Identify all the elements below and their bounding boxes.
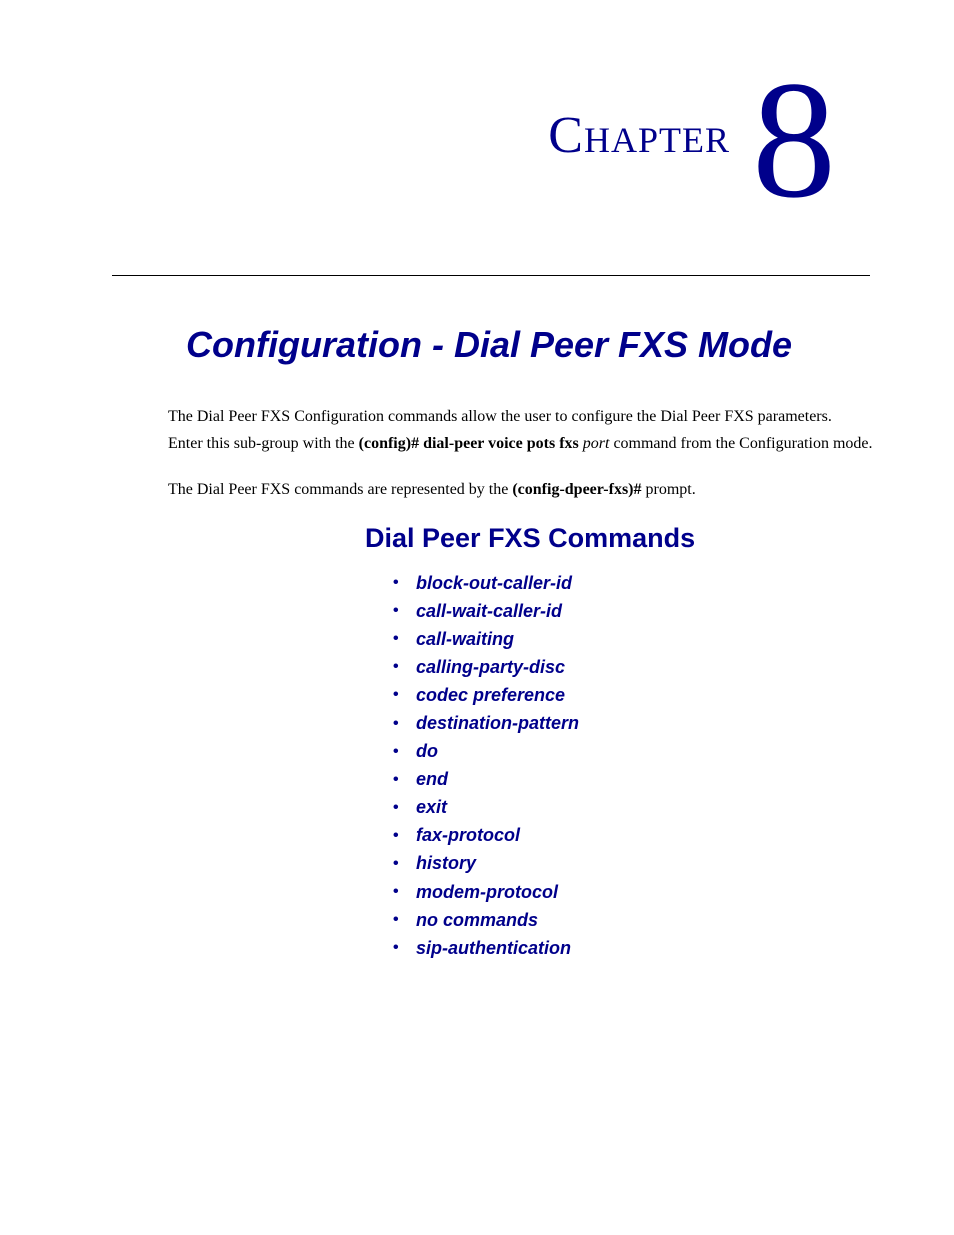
command-item[interactable] [393,625,579,653]
bullet-icon: • [393,770,399,788]
command-label: codec preference [416,684,566,705]
command-label: modem-protocol [416,881,558,902]
page-title: Configuration - Dial Peer FXS Mode [186,324,793,365]
bullet-icon: • [393,574,399,592]
command-label: fax-protocol [416,825,521,846]
horizontal-rule [112,275,870,276]
command-item[interactable] [393,934,579,962]
bullet-icon: • [393,714,399,732]
bullet-icon: • [393,854,399,872]
command-item[interactable] [393,878,579,906]
bullet-icon: • [393,939,399,957]
bullet-icon: • [393,658,399,676]
command-label: destination-pattern [416,713,580,734]
command-item[interactable] [393,653,579,681]
p2-text-after: command from the Configuration mode. [609,435,873,452]
p2-text-before: Enter this sub-group with the [168,435,359,452]
p3-prompt: (config-dpeer-fxs)# [512,481,642,498]
command-label: end [416,769,449,790]
command-item[interactable] [393,822,579,850]
intro-paragraph-1: The Dial Peer FXS Configuration commands allow the user to configure the Dial Peer FXS parameters. [168,408,832,425]
command-item[interactable] [393,709,579,737]
command-item[interactable] [393,906,579,934]
command-label: exit [416,797,448,818]
bullet-icon: • [393,798,399,816]
bullet-icon: • [393,826,399,844]
intro-paragraph-2 [168,434,873,454]
bullet-icon: • [393,742,399,760]
command-label: calling-party-disc [416,656,566,677]
command-label: do [416,741,438,762]
command-item[interactable] [393,850,579,878]
chapter-number: 8 [752,47,836,233]
bullet-icon: • [393,602,399,620]
command-label: history [416,853,477,874]
chapter-word-rest: HAPTER [583,120,730,160]
command-label: no commands [416,909,539,930]
command-item[interactable] [393,766,579,794]
section-title: Dial Peer FXS Commands [365,523,696,553]
command-label: sip-authentication [416,937,572,958]
command-item[interactable] [393,738,579,766]
bullet-icon: • [393,686,399,704]
command-label: block-out-caller-id [416,572,573,593]
p3-text-after: prompt. [641,481,696,498]
command-item[interactable] [393,681,579,709]
p2-argument: port [578,435,610,452]
chapter-word-initial: C [548,107,584,164]
bullet-icon: • [393,911,399,929]
command-item[interactable] [393,569,579,597]
chapter-heading [548,47,836,233]
command-label: call-wait-caller-id [416,600,563,621]
p2-command: (config)# dial-peer voice pots fxs [358,435,579,452]
bullet-icon: • [393,630,399,648]
intro-paragraph-3 [168,480,873,500]
command-item[interactable] [393,794,579,822]
command-list [393,569,579,962]
command-label: call-waiting [416,628,515,649]
p3-text-before: The Dial Peer FXS commands are represented by the [168,481,513,498]
command-item[interactable] [393,597,579,625]
bullet-icon: • [393,883,399,901]
chapter-word [548,106,730,165]
